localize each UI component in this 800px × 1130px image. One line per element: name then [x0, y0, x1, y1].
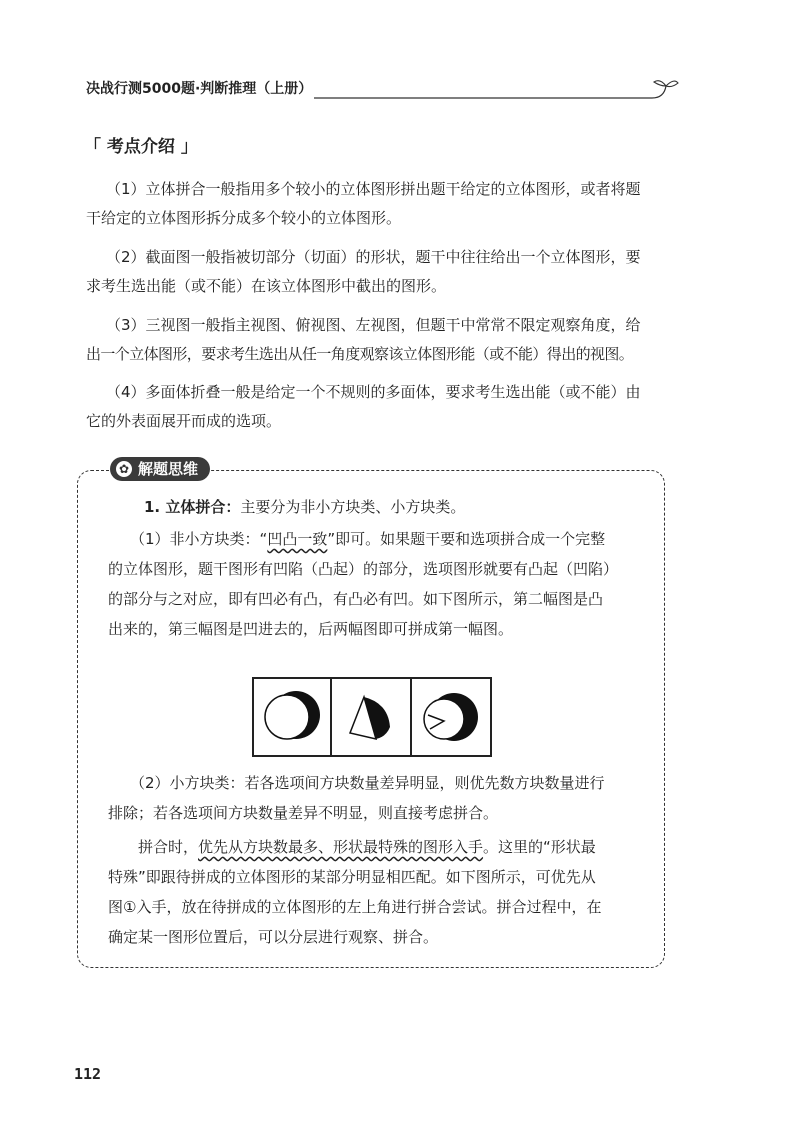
nonblock-line: ”即可。如果题干要和选项拼合成一个完整	[327, 530, 606, 548]
book-title: 决战行测5000题·判断推理（上册）	[86, 81, 313, 97]
merge-line: 确定某一图形位置后，可以分层进行观察、拼合。	[108, 928, 439, 946]
concave-convex-figure	[252, 677, 492, 757]
heading-bold: 1. 立体拼合：	[144, 498, 241, 516]
thinking-tab	[110, 457, 210, 481]
block-line: （2）小方块类：若各选项间方块数量差异明显，则优先数方块数量进行	[130, 774, 605, 792]
intro-line: 求考生选出能（或不能）在该立体图形中截出的图形。	[86, 277, 447, 295]
nonblock-paragraph	[108, 524, 638, 644]
intro-line: 它的外表面展开而成的选项。	[86, 412, 282, 430]
intro-paragraph-3	[86, 311, 676, 369]
figure-panel-1	[265, 691, 320, 739]
merge-line: 图①入手，放在待拼成的立体图形的左上角进行拼合尝试。拼合过程中，在	[108, 898, 602, 916]
thinking-heading	[108, 492, 638, 522]
merge-line: 特殊”即跟待拼成的立体图形的某部分明显相匹配。如下图所示，可优先从	[108, 868, 596, 886]
sprout-leaf-icon	[654, 81, 666, 86]
figure-panel-3	[424, 693, 478, 741]
intro-paragraph-2	[86, 243, 676, 301]
intro-line: （2）截面图一般指被切部分（切面）的形状，题干中往往给出一个立体图形，要	[106, 248, 641, 266]
block-paragraph	[108, 768, 638, 828]
page-number: 112	[74, 1065, 102, 1083]
thinking-tab-label: 解题思维	[138, 460, 199, 478]
merge-line: 。这里的“形状最	[483, 838, 596, 856]
flower-icon: ✿	[116, 461, 132, 477]
block-line: 排除；若各选项间方块数量差异不明显，则直接考虑拼合。	[108, 804, 499, 822]
nonblock-line: （1）非小方块类：“	[130, 530, 268, 548]
intro-line: 干给定的立体图形拆分成多个较小的立体图形。	[86, 209, 402, 227]
nonblock-line: 的部分与之对应，即有凹必有凸，有凸必有凹。如下图所示，第二幅图是凸	[108, 590, 604, 608]
figure-panel-2	[350, 697, 390, 739]
key-phrase: 优先从方块数最多、形状最特殊的图形入手	[198, 838, 484, 856]
intro-line: （4）多面体折叠一般是给定一个不规则的多面体，要求考生选出能（或不能）由	[106, 383, 641, 401]
intro-line: 出一个立体图形，要求考生选出从任一角度观察该立体图形能（或不能）得出的视图。	[86, 345, 634, 363]
intro-paragraph-1	[86, 175, 676, 233]
intro-line: （3）三视图一般指主视图、俯视图、左视图，但题干中常常不限定观察角度，给	[106, 316, 641, 334]
nonblock-line: 的立体图形，题干图形有凹陷（凸起）的部分，选项图形就要有凸起（凹陷）	[108, 560, 619, 578]
intro-line: （1）立体拼合一般指用多个较小的立体图形拼出题干给定的立体图形，或者将题	[106, 180, 641, 198]
intro-paragraph-4	[86, 378, 676, 436]
section-title: 「 考点介绍 」	[84, 137, 198, 157]
heading-rest: 主要分为非小方块类、小方块类。	[240, 498, 466, 516]
key-phrase: 凹凸一致	[267, 530, 328, 548]
running-header	[86, 78, 676, 108]
nonblock-line: 出来的，第三幅图是凹进去的，后两幅图即可拼成第一幅图。	[108, 620, 514, 638]
merge-line: 拼合时，	[138, 838, 199, 856]
merge-paragraph	[108, 832, 638, 952]
